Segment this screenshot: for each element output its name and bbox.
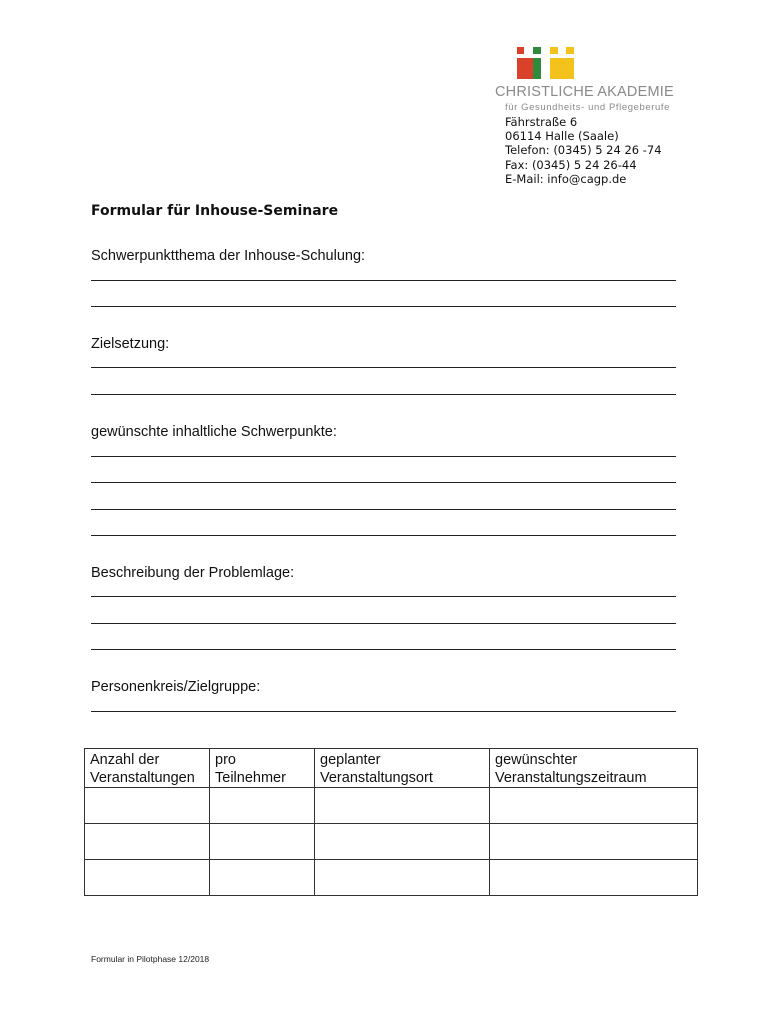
organization-subtitle: für Gesundheits- und Pflegeberufe [505, 102, 671, 113]
header-number-of-events: Anzahl der Veranstaltungen [85, 749, 210, 788]
table-cell[interactable] [210, 860, 315, 896]
logo-square-green [533, 47, 541, 54]
table-cell[interactable] [315, 860, 490, 896]
address-phone: Telefon: (0345) 5 24 26 -74 [505, 143, 662, 157]
label-problem-description: Beschreibung der Problemlage: [91, 565, 295, 581]
answer-line-content-focus-4[interactable] [91, 535, 676, 536]
footer-note: Formular in Pilotphase 12/2018 [91, 954, 210, 964]
logo-square-yellow-1 [550, 47, 558, 54]
table-row [85, 860, 698, 896]
table-cell[interactable] [490, 788, 698, 824]
academy-logo [514, 46, 578, 80]
answer-line-main-topic-1[interactable] [91, 280, 676, 281]
answer-line-objective-2[interactable] [91, 394, 676, 395]
table-cell[interactable] [85, 860, 210, 896]
answer-line-objective-1[interactable] [91, 367, 676, 368]
address-street: Fährstraße 6 [505, 115, 578, 129]
table-cell[interactable] [490, 824, 698, 860]
logo-square-red [517, 47, 524, 54]
answer-line-content-focus-3[interactable] [91, 509, 676, 510]
header-planned-location: geplanter Veranstaltungsort [315, 749, 490, 788]
table-header-row [85, 749, 698, 788]
table-cell[interactable] [490, 860, 698, 896]
answer-line-main-topic-2[interactable] [91, 306, 676, 307]
label-content-focus: gewünschte inhaltliche Schwerpunkte: [91, 424, 337, 440]
label-objective: Zielsetzung: [91, 336, 170, 352]
label-main-topic: Schwerpunktthema der Inhouse-Schulung: [91, 248, 366, 264]
label-target-group: Personenkreis/Zielgruppe: [91, 679, 261, 695]
table-cell[interactable] [315, 824, 490, 860]
header-per-participant: pro Teilnehmer [210, 749, 315, 788]
table-cell[interactable] [210, 824, 315, 860]
address-fax: Fax: (0345) 5 24 26-44 [505, 158, 637, 172]
table-row [85, 788, 698, 824]
answer-line-content-focus-2[interactable] [91, 482, 676, 483]
logo-block-green [533, 58, 541, 79]
header-desired-period: gewünschter Veranstaltungszeitraum [490, 749, 698, 788]
answer-line-problem-2[interactable] [91, 623, 676, 624]
table-cell[interactable] [85, 824, 210, 860]
logo-block-yellow [550, 58, 574, 79]
organization-name: CHRISTLICHE AKADEMIE [495, 84, 674, 100]
answer-line-problem-1[interactable] [91, 596, 676, 597]
table-cell[interactable] [210, 788, 315, 824]
address-email: E-Mail: info@cagp.de [505, 172, 627, 186]
answer-line-problem-3[interactable] [91, 649, 676, 650]
answer-line-content-focus-1[interactable] [91, 456, 676, 457]
logo-block-red [517, 58, 533, 79]
form-title: Formular für Inhouse-Seminare [91, 203, 339, 219]
table-row [85, 824, 698, 860]
logo-square-yellow-2 [566, 47, 574, 54]
answer-line-target-group-1[interactable] [91, 711, 676, 712]
table-cell[interactable] [315, 788, 490, 824]
table-cell[interactable] [85, 788, 210, 824]
address-city: 06114 Halle (Saale) [505, 129, 619, 143]
event-details-table [84, 748, 698, 896]
